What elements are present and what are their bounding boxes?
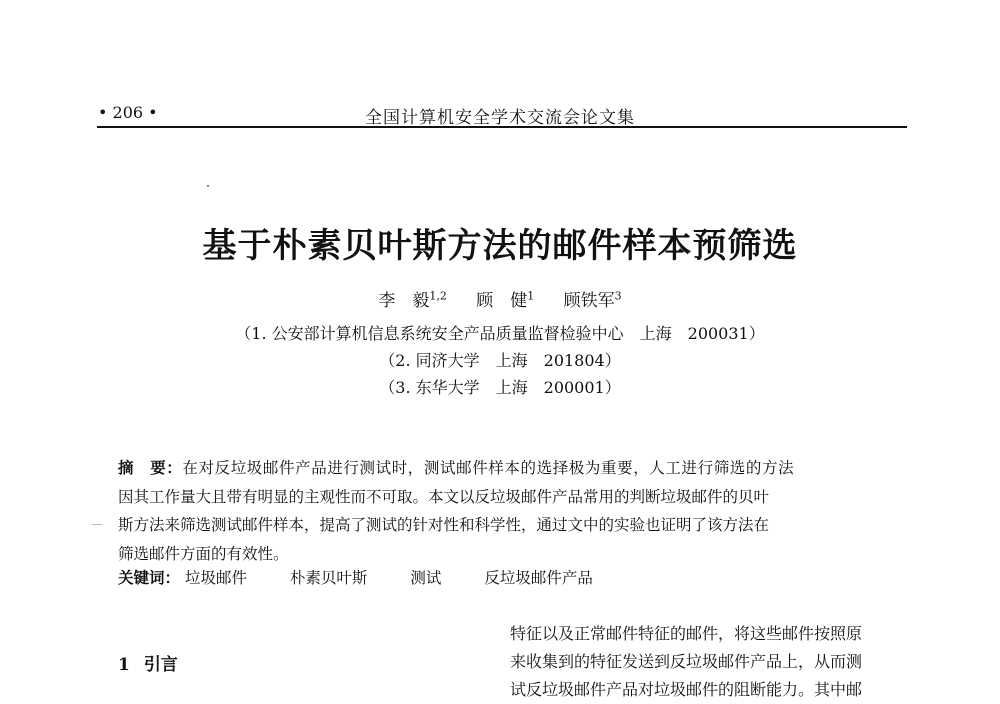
page-number: • 206 •: [98, 103, 158, 122]
abstract-line: 筛选邮件方面的有效性。: [118, 544, 289, 563]
body-line: 特征以及正常邮件特征的邮件，将这些邮件按照原: [510, 624, 863, 643]
scan-speck: [207, 185, 209, 187]
affiliation: （2. 同济大学 上海 201804）: [379, 351, 621, 370]
author-name: 顾铁军: [563, 291, 615, 311]
section-number: 1: [118, 655, 130, 675]
affiliation: （3. 东华大学 上海 200001）: [379, 378, 621, 397]
author-name: 顾 健: [476, 291, 528, 311]
keywords-label: 关键词：: [118, 569, 181, 587]
abstract-text: 在对反垃圾邮件产品进行测试时，测试邮件样本的选择极为重要，人工进行筛选的方法: [182, 459, 795, 477]
keyword: 朴素贝叶斯: [289, 569, 368, 587]
author-affil-ref: 3: [614, 289, 622, 303]
abstract-line: 因其工作量大且带有明显的主观性而不可取。本文以反垃圾邮件产品常用的判断垃圾邮件的贝叶: [118, 487, 770, 506]
author-affil-ref: 1: [527, 289, 535, 303]
author-name: 李 毅: [378, 291, 430, 311]
keyword: 反垃圾邮件产品: [484, 569, 593, 587]
author: [476, 286, 534, 311]
scan-mark: [92, 524, 102, 525]
body-line: 来收集到的特征发送到反垃圾邮件产品上，从而测: [510, 652, 863, 671]
keyword: 测试: [410, 569, 442, 587]
abstract-label: 摘 要：: [118, 459, 183, 477]
running-header: 全国计算机安全学术交流会论文集: [365, 108, 635, 128]
author: [564, 286, 622, 311]
paper-title: 基于朴素贝叶斯方法的邮件样本预筛选: [202, 226, 798, 266]
abstract: [118, 454, 878, 568]
section-title: 引言: [143, 655, 178, 675]
abstract-line: 斯方法来筛选测试邮件样本，提高了测试的针对性和科学性，通过文中的实验也证明了该方法在: [118, 516, 770, 534]
keyword: 垃圾邮件: [184, 569, 247, 587]
header-rule: [97, 126, 907, 128]
keywords: [118, 566, 631, 588]
body-line: 试反垃圾邮件产品对垃圾邮件的阻断能力。其中邮: [510, 680, 863, 699]
right-column-text: [510, 620, 910, 704]
author: [378, 286, 447, 311]
author-affil-ref: 1,2: [429, 289, 447, 303]
affiliation: （1. 公安部计算机信息系统安全产品质量监督检验中心 上海 200031）: [235, 324, 765, 343]
section-heading: [118, 650, 178, 675]
author-list: [0, 286, 1000, 311]
abstract-line: [118, 454, 878, 483]
